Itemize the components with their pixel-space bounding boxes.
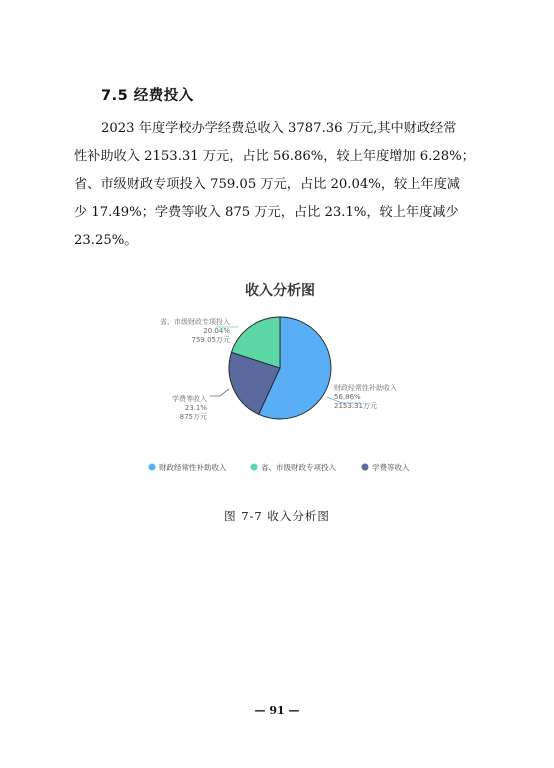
slice-label-pct-0: 56.86%	[334, 393, 361, 401]
slice-label-pct-2: 23.1%	[184, 404, 207, 412]
slice-label-pct-1: 20.04%	[203, 327, 230, 335]
paragraph-line: 2023 年度学校办学经费总收入 3787.36 万元,其中财政经常	[101, 121, 457, 136]
legend-dot-2[interactable]	[362, 464, 369, 471]
section-heading: 7.5 经费投入	[101, 88, 194, 104]
legend-dot-1[interactable]	[251, 464, 258, 471]
paragraph-line: 省、市级财政专项投入 759.05 万元，占比 20.04%，较上年度减	[74, 177, 460, 192]
leader-line-2	[210, 389, 229, 396]
slice-label-amt-2: 875万元	[179, 413, 207, 421]
pie-chart-container	[130, 272, 430, 482]
chart-title: 收入分析图	[245, 283, 315, 299]
body-paragraph	[74, 115, 475, 255]
slice-label-name-1: 省、市级财政专项投入	[160, 318, 230, 326]
slice-label-amt-1: 759.05万元	[191, 336, 230, 344]
figure-caption: 图 7-7 收入分析图	[224, 509, 330, 523]
slice-label-name-0: 财政经常性补助收入	[334, 384, 397, 392]
legend-label-1[interactable]: 省、市级财政专项投入	[261, 463, 336, 472]
slice-label-amt-0: 2153.31万元	[334, 402, 377, 410]
paragraph-line: 性补助收入 2153.31 万元，占比 56.86%，较上年度增加 6.28%；	[74, 149, 475, 164]
legend-label-2[interactable]: 学费等收入	[372, 463, 410, 472]
legend-dot-0[interactable]	[149, 464, 156, 471]
legend-label-0[interactable]: 财政经常性补助收入	[159, 463, 227, 472]
slice-label-name-2: 学费等收入	[172, 395, 207, 403]
paragraph-line: 23.25%。	[74, 233, 138, 248]
page-number: — 91 —	[254, 704, 300, 717]
pie-chart	[130, 272, 430, 482]
paragraph-line: 少 17.49%；学费等收入 875 万元，占比 23.1%，较上年度减少	[74, 205, 459, 220]
